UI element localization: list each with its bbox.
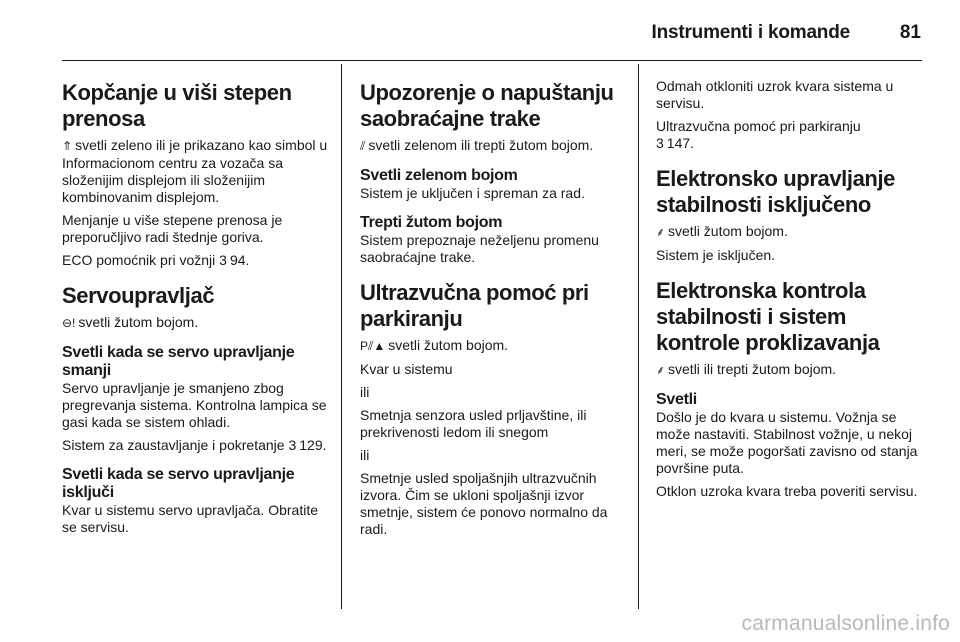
section-title-esc-off: Elektronsko upravljanje stabilnosti isključeno	[656, 166, 895, 217]
page-reference[interactable]: 147.	[666, 135, 695, 151]
lane-departure-icon: ⫽	[360, 139, 366, 153]
page-reference[interactable]: 129.	[299, 437, 327, 453]
paragraph-text: svetli žutom bojom.	[78, 314, 199, 330]
paragraph: Smetnje usled spoljašnjih ultrazvučnih izvora. Čim se ukloni spoljašnji izvor smetnje, sistem će ponovo normalno da radi.	[360, 470, 608, 537]
upshift-indicator-icon: ⇑	[62, 139, 73, 153]
paragraph: Kvar u sistemu servo upravljača. Obratite se servisu.	[62, 502, 318, 535]
paragraph: Odmah otkloniti uzrok kvara sistema u servisu.	[656, 78, 894, 111]
section-title-power-steering: Servoupravljač	[62, 283, 215, 308]
paragraph: Sistem prepoznaje neželjenu promenu saobraćajne trake.	[360, 232, 599, 265]
paragraph: Sistem je uključen i spreman za rad.	[360, 185, 585, 201]
subsection-title: Svetli	[656, 391, 697, 408]
section-title-esc-tc: Elektronska kontrola stabilnosti i sistem kontrole proklizavanja	[656, 278, 880, 355]
paragraph-text: svetli zeleno ili je prikazano kao simbol u Informacionom centru za vozača sa složenijim displejom ili složenijim kombinovanim displejom.	[62, 137, 328, 205]
header-rule	[62, 60, 922, 61]
paragraph	[62, 314, 330, 332]
header-title: Instrumenti i komande	[651, 22, 850, 43]
subsection-title: Svetli kada se servo upravljanje isključi	[62, 466, 295, 501]
esc-off-icon: ⸙	[656, 225, 666, 239]
page-header	[0, 0, 960, 62]
paragraph-text: Ultrazvučna pomoć pri parkiranju	[656, 118, 861, 134]
paragraph: ili	[360, 447, 370, 463]
paragraph	[656, 223, 924, 241]
column-middle	[360, 64, 626, 608]
column-divider-right	[638, 64, 639, 609]
paragraph	[62, 137, 330, 206]
paragraph: Sistem je isključen.	[656, 247, 776, 263]
paragraph	[360, 337, 626, 355]
paragraph-text: svetli žutom bojom.	[388, 337, 509, 353]
subsection-title: Svetli zelenom bojom	[360, 167, 518, 184]
page-number: 81	[899, 22, 921, 43]
paragraph: ili	[360, 384, 370, 400]
section-title-upshift: Kopčanje u viši stepen prenosa	[62, 80, 292, 131]
parking-assist-icon: P⫽▲	[360, 339, 386, 353]
paragraph	[360, 137, 626, 155]
column-divider-left	[341, 64, 342, 609]
paragraph: Menjanje u više stepene prenosa je preporučljivo radi štednje goriva.	[62, 212, 283, 245]
paragraph: Smetnja senzora usled prljavštine, ili prekrivenosti ledom ili snegom	[360, 407, 587, 440]
paragraph	[62, 252, 330, 269]
paragraph-text: ECO pomoćnik pri vožnji	[62, 252, 216, 268]
section-title-lane-departure: Upozorenje o napuštanju saobraćajne trake	[360, 80, 614, 131]
page-reference-icon: 3	[288, 437, 297, 453]
paragraph-text: svetli zelenom ili trepti žutom bojom.	[368, 137, 594, 153]
page-reference[interactable]: 94.	[229, 252, 250, 268]
section-title-parking-assist: Ultrazvučna pomoć pri parkiranju	[360, 280, 589, 331]
paragraph: Kvar u sistemu	[360, 361, 453, 377]
subsection-title: Trepti žutom bojom	[360, 214, 503, 231]
subsection-title: Svetli kada se servo upravljanje smanji	[62, 344, 295, 379]
page-reference-icon: 3	[219, 252, 227, 268]
paragraph: Otklon uzroka kvara treba poveriti servisu.	[656, 483, 918, 499]
paragraph	[62, 437, 330, 454]
paragraph-text: svetli ili trepti žutom bojom.	[668, 361, 837, 377]
paragraph-text: Sistem za zaustavljanje i pokretanje	[62, 437, 285, 453]
paragraph	[656, 118, 924, 152]
column-left	[62, 64, 330, 608]
paragraph: Servo upravljanje je smanjeno zbog pregrevanja sistema. Kontrolna lampica se gasi kada se sistem ohladi.	[62, 380, 327, 430]
page-reference-icon: 3	[656, 135, 664, 151]
paragraph-text: svetli žutom bojom.	[668, 223, 788, 239]
paragraph: Došlo je do kvara u sistemu. Vožnja se može nastaviti. Stabilnost vožnje, u nekoj meri, se može pogoršati zavisno od stanja površine puta.	[656, 409, 918, 476]
power-steering-warning-icon: ⊖!	[62, 316, 76, 330]
watermark: carmanualsonline.info	[741, 612, 950, 635]
paragraph	[656, 361, 924, 379]
esc-tc-icon: ⸙	[656, 363, 666, 377]
column-right	[656, 64, 924, 608]
